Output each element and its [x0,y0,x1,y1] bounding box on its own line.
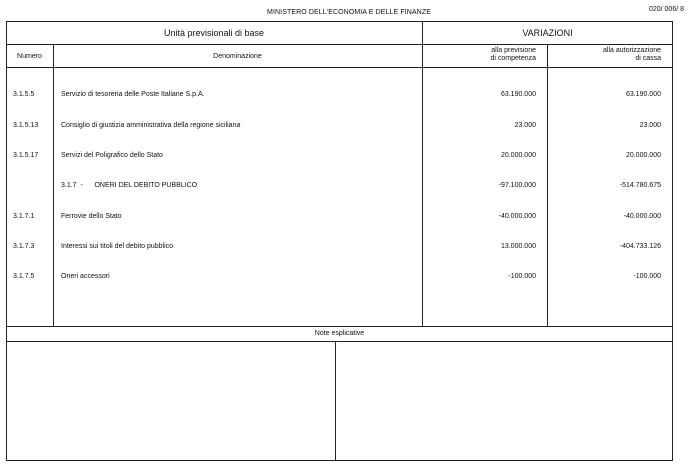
row-description: Servizi del Poligrafico dello Stato [61,152,163,159]
row-code: 3.1.7.5 [13,273,35,280]
group-header-unita: Unità previsionali di base [163,28,265,38]
row-code: 3.1.7.1 [13,213,35,220]
row-cassa: -404.733.126 [619,243,661,250]
notes-box-right [336,342,672,460]
group-header-variazioni: VARIAZIONI [522,28,573,38]
section-heading: 3.1.7 - ONERI DEL DEBITO PUBBLICO [61,182,198,189]
row-description: Servizio di tesoreria delle Poste Italiane S.p.A. [61,91,205,98]
header-divider [6,44,673,45]
ministry-title: MINISTERO DELL'ECONOMIA E DELLE FINANZE [267,9,431,16]
row-competenza: 63.190.000 [500,91,536,98]
row-competenza: 20.000.000 [500,152,536,159]
row-cassa: -100.000 [633,273,661,280]
numero-separator [53,44,54,326]
row-description: Ferrovie dello Stato [61,213,122,220]
row-cassa: 20.000.000 [625,152,661,159]
row-code: 3.1.7.3 [13,243,35,250]
row-code: 3.1.5.17 [13,152,39,159]
row-cassa: -40.000.000 [623,213,661,220]
notes-box-left [7,342,334,460]
page-reference: 020/ 006/ 8 [648,6,684,13]
column-header-denominazione: Denominazione [213,53,262,60]
column-header-numero: Numero [17,53,42,60]
row-competenza: -97.100.000 [498,182,536,189]
row-code: 3.1.5.5 [13,91,35,98]
row-description: Interessi sui titoli del debito pubblico [61,243,174,250]
column-header-cassa: alla autorizzazione di cassa [603,47,661,62]
group-separator [422,21,423,326]
row-description: Oneri accessori [61,273,110,280]
row-competenza: -40.000.000 [498,213,536,220]
row-cassa: 63.190.000 [625,91,661,98]
row-cassa: 23.000 [639,122,661,129]
notes-divider-top [6,326,673,327]
row-competenza: 23.000 [514,122,536,129]
column-header-divider [6,67,673,68]
row-description: Consiglio di giustizia amministrativa della regione siciliana [61,122,241,129]
notes-title: Note esplicative [314,330,365,337]
row-code: 3.1.5.13 [13,122,39,129]
row-cassa: -514.780.675 [619,182,661,189]
row-competenza: 13.000.000 [500,243,536,250]
row-competenza: -100.000 [508,273,536,280]
column-header-competenza: alla previsione di competenza [490,47,536,62]
